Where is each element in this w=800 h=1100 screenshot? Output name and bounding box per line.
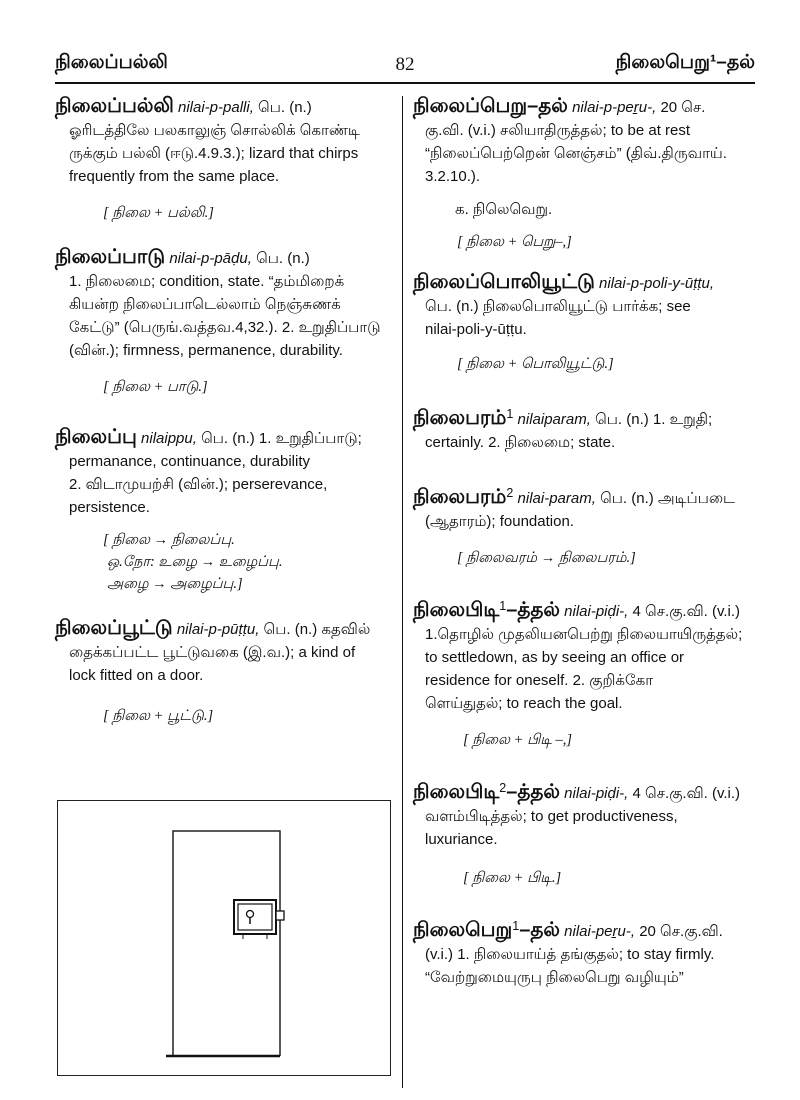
definition-line: 1. நிலைமை; condition, state. “தம்மிறைக் — [69, 273, 345, 290]
part-of-speech: பெ. (n.) 1. உறுதி; — [595, 411, 713, 428]
headword: நிலைப்பு — [55, 426, 137, 448]
transliteration: nilai-peṟu-, — [564, 923, 636, 940]
etymology: அழை → அழைப்பு.] — [107, 576, 243, 592]
definition-line: lock fitted on a door. — [69, 667, 204, 684]
part-of-speech: 4 செ.கு.வி. (v.i.) — [632, 785, 741, 802]
definition-line: பெ. (n.) நிலைபொலியூட்டு பார்க்க; see — [425, 298, 691, 315]
door-lock-drawing — [58, 801, 392, 1077]
etymology: [ நிலை + பாடு.] — [103, 379, 208, 395]
transliteration: nilai-p-pāḍu, — [169, 250, 252, 267]
definition-line: (ஆதாரம்); foundation. — [425, 513, 574, 530]
definition-line: “வேற்றுமையுருபு நிலைபெறு வழியும்” — [425, 969, 684, 986]
headword-suffix: –தல் — [519, 919, 560, 941]
definition-line: ஓரிடத்திலே பலகாலுஞ் சொல்லிக் கொண்டி — [69, 122, 360, 139]
headword-suffix: –த்தல் — [506, 599, 560, 621]
definition-line: certainly. 2. நிலைமை; state. — [425, 434, 616, 451]
definition-line: ருக்கும் பல்லி (ஈடு.4.9.3.); lizard that chirps — [69, 145, 359, 162]
transliteration: nilaiparam, — [517, 411, 591, 428]
definition-line: to settledown, as by seeing an office or — [425, 649, 685, 666]
cognate: க. நிலெவெறு. — [455, 201, 553, 218]
left-column — [55, 95, 393, 727]
part-of-speech: பெ. (n.) கதவில் — [263, 621, 371, 638]
homograph-number: 1 — [512, 919, 520, 933]
headword: நிலைப்பொலியூட்டு — [413, 271, 595, 293]
headword-suffix: –த்தல் — [506, 781, 560, 803]
etymology: [ நிலை → நிலைப்பு. — [103, 532, 235, 548]
homograph-number: 1 — [506, 407, 514, 421]
etymology: [ நிலைவரம் → நிலைபரம்.] — [457, 550, 636, 566]
part-of-speech: பெ. (n.) அடிப்படை — [600, 490, 735, 507]
definition-line: 3.2.10.). — [425, 168, 481, 185]
door-lock-illustration — [57, 800, 391, 1076]
transliteration: nilai-p-palli, — [178, 99, 254, 116]
page-header — [55, 52, 755, 82]
page-number: 82 — [395, 54, 415, 75]
headword: நிலைப்பூட்டு — [55, 617, 173, 639]
headword: நிலைபிடி — [413, 599, 500, 621]
etymology: ஒ.நோ: உழை → உழைப்பு. — [107, 554, 283, 570]
etymology: [ நிலை + பிடி –,] — [463, 732, 572, 748]
etymology: [ நிலை + பிடி.] — [463, 870, 562, 886]
definition-line: (வின்.); firmness, permanence, durability. — [69, 342, 343, 359]
definition-line: “நிலைப்பெற்றென் னெஞ்சம்” (திவ்.திருவாய். — [425, 145, 727, 162]
header-left-guideword: நிலைப்பல்லி — [55, 52, 168, 73]
definition-line: residence for oneself. 2. குறிக்கோ — [425, 672, 654, 689]
homograph-number: 2 — [506, 486, 514, 500]
part-of-speech: 20 செ. — [660, 99, 706, 116]
definition-line: 1.தொழில் முதலியனபெற்று நிலையாயிருத்தல்; — [425, 626, 743, 643]
definition-line: வளம்பிடித்தல்; to get productiveness, — [425, 808, 678, 825]
definition-line: persistence. — [69, 499, 150, 516]
right-column — [413, 95, 758, 989]
transliteration: nilai-p-poli-y-ūṭṭu, — [599, 275, 715, 292]
part-of-speech: பெ. (n.) 1. உறுதிப்பாடு; — [201, 430, 362, 447]
definition-line: permanance, continuance, durability — [69, 453, 310, 470]
headword: நிலைப்பாடு — [55, 246, 166, 268]
entry-nilaiperu-1 — [413, 915, 758, 989]
entry-nilaipidi-1 — [413, 595, 758, 751]
entry-nilaippoliyuttu — [413, 271, 758, 375]
column-divider — [402, 96, 403, 1088]
definition-line: கேட்டு” (பெருங்.வத்தவ.4,32.). 2. உறுதிப்பாடு — [69, 319, 381, 336]
transliteration: nilai-p-peṟu-, — [572, 99, 657, 116]
headword: நிலைபிடி — [413, 781, 500, 803]
transliteration: nilai-piḍi-, — [564, 785, 629, 802]
etymology: [ நிலை + பூட்டு.] — [103, 708, 214, 724]
transliteration: nilai-param, — [517, 490, 596, 507]
part-of-speech: பெ. (n.) — [256, 250, 310, 267]
headword: நிலைப்பல்லி — [55, 95, 174, 117]
headword: நிலைபரம் — [413, 407, 507, 429]
headword: நிலைபெறு — [413, 919, 513, 941]
entry-nilaippeRu-thal — [413, 95, 758, 253]
entry-nilaippu — [55, 426, 393, 595]
part-of-speech: 4 செ.கு.வி. (v.i.) — [632, 603, 741, 620]
entry-nilaipputtu — [55, 617, 393, 727]
transliteration: nilaippu, — [141, 430, 197, 447]
entry-nilaiparam-2 — [413, 482, 758, 569]
part-of-speech: 20 செ.கு.வி. — [639, 923, 723, 940]
entry-nilaippadu — [55, 246, 393, 398]
homograph-number: 2 — [499, 781, 507, 795]
headword: நிலைபரம் — [413, 486, 507, 508]
header-rule — [55, 82, 755, 84]
transliteration: nilai-piḍi-, — [564, 603, 629, 620]
definition-line: nilai-poli-y-ūṭṭu. — [425, 321, 527, 338]
definition-line: luxuriance. — [425, 831, 498, 848]
definition-line: ளெய்துதல்; to reach the goal. — [425, 695, 623, 712]
definition-line: frequently from the same place. — [69, 168, 280, 185]
etymology: [ நிலை + பல்லி.] — [103, 205, 214, 221]
definition-line: 2. விடாமுயற்சி (வின்.); perserevance, — [69, 476, 328, 493]
entry-nilaiparam-1 — [413, 403, 758, 454]
transliteration: nilai-p-pūṭṭu, — [176, 621, 260, 638]
definition-line: கு.வி. (v.i.) சலியாதிருத்தல்; to be at rest — [425, 122, 691, 139]
definition-line: தைக்கப்பட்ட பூட்டுவகை (இ.வ.); a kind of — [69, 644, 356, 661]
part-of-speech: பெ. (n.) — [258, 99, 312, 116]
homograph-number: 1 — [499, 599, 507, 613]
header-right-guideword: நிலைபெறு¹–தல் — [615, 52, 755, 73]
definition-line: கியன்ற நிலைப்பாடெல்லாம் நெஞ்சுணக் — [69, 296, 341, 313]
etymology: [ நிலை + பெறு–,] — [457, 234, 572, 250]
entry-nilaippalli — [55, 95, 393, 224]
entry-nilaipidi-2 — [413, 777, 758, 889]
etymology: [ நிலை + பொலியூட்டு.] — [457, 356, 614, 372]
definition-line: (v.i.) 1. நிலையாய்த் தங்குதல்; to stay firmly. — [425, 946, 715, 963]
headword: நிலைப்பெறு–தல் — [413, 95, 568, 117]
